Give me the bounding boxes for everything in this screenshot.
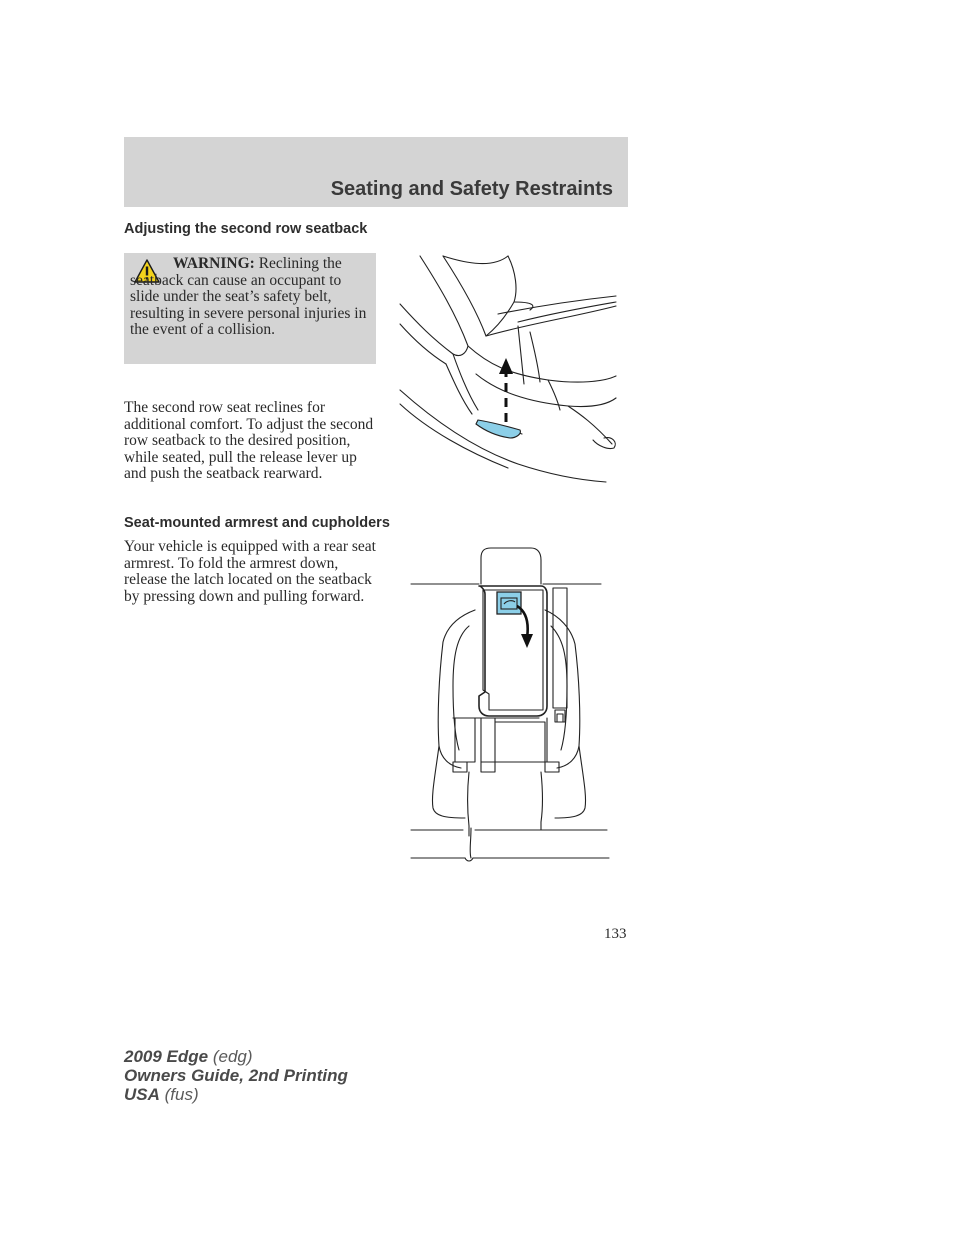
- footer: [124, 1047, 348, 1104]
- footer-line-2: [124, 1066, 348, 1085]
- footer-market: USA: [124, 1085, 160, 1104]
- section-heading-armrest: Seat-mounted armrest and cupholders: [124, 515, 390, 531]
- seatback-body-text: The second row seat reclines for additional comfort. To adjust the second row seatback to the desired position, while seated, pull the release lever up and push the seatback rearward.: [124, 399, 374, 482]
- page-number: 133: [604, 926, 627, 942]
- warning-text: [130, 256, 368, 339]
- footer-market-code: (fus): [159, 1085, 199, 1104]
- warning-message: Reclining the seatback can cause an occupant to slide under the seat’s safety belt, resulting in severe personal injuries in the event of a collision.: [130, 255, 367, 339]
- footer-line-3: [124, 1085, 348, 1104]
- armrest-body-text: Your vehicle is equipped with a rear seat armrest. To fold the armrest down, release the latch located on the seatback by pressing down and pulling forward.: [124, 538, 376, 605]
- warning-label: WARNING:: [173, 255, 255, 272]
- page-section-title: Seating and Safety Restraints: [330, 178, 613, 200]
- footer-model: 2009 Edge: [124, 1047, 209, 1066]
- footer-guide: Owners Guide, 2nd Printing: [124, 1066, 348, 1085]
- release-lever: [476, 420, 520, 438]
- warning-box: [124, 253, 376, 364]
- section-heading-seatback: Adjusting the second row seatback: [124, 221, 368, 237]
- arrow-up-icon: [499, 358, 513, 374]
- header-band: [124, 137, 628, 207]
- footer-line-1: [124, 1047, 348, 1066]
- rear-armrest-illustration: [409, 546, 613, 864]
- seatback-recline-illustration: [398, 254, 620, 486]
- arrow-down-icon: [521, 634, 533, 648]
- footer-model-code: (edg): [208, 1047, 253, 1066]
